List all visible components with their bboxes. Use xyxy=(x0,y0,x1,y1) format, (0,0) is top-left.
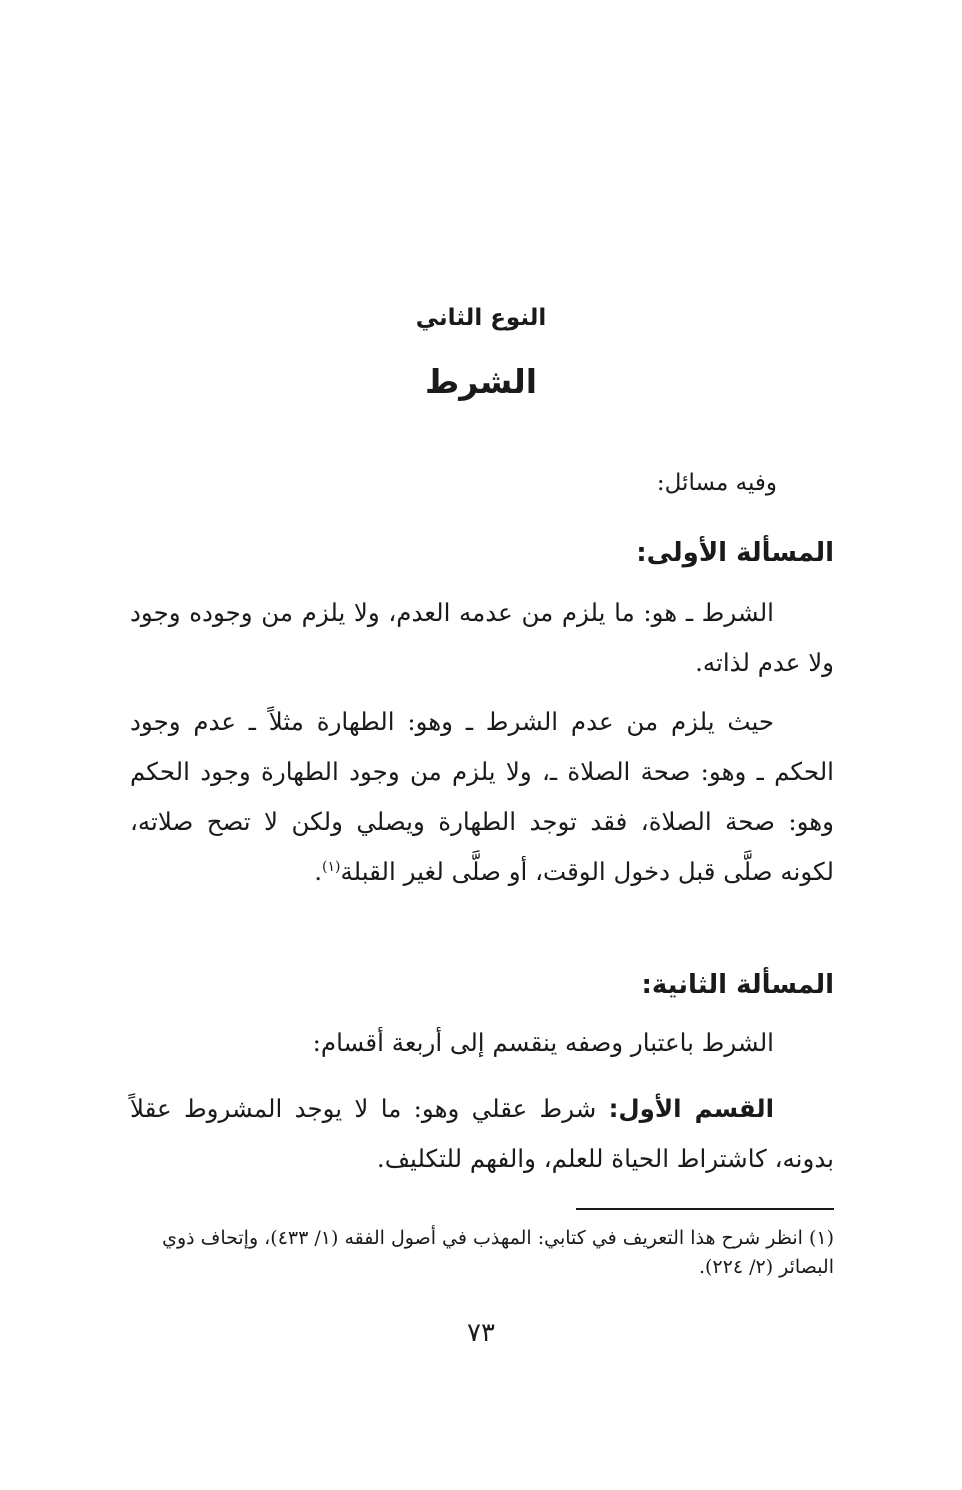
first-division-label: القسم الأول: xyxy=(608,1094,774,1123)
footnote-separator xyxy=(576,1208,834,1210)
issue-1-explanation xyxy=(130,697,834,897)
footnote: (١) انظر شرح هذا التعريف في كتابي: المهذب في أصول الفقه (١/ ٤٣٣)، وإتحاف ذوي البصائر (٢/ ٢٢٤). xyxy=(162,1227,834,1278)
issue-1-definition: الشرط ـ هو: ما يلزم من عدمه العدم، ولا يلزم من وجوده وجود ولا عدم لذاته. xyxy=(130,598,834,677)
section-kind-heading: النوع الثاني xyxy=(415,305,547,331)
issue-1-explanation-text: حيث يلزم من عدم الشرط ـ وهو: الطهارة مثلاً ـ عدم وجود الحكم ـ وهو: صحة الصلاة ـ، ولا يلزم من وجود الطهارة وجود الحكم وهو: صحة الصلاة، فقد توجد الطهارة ويصلي ولكن لا تصح صلاته، لكونه صلَّى قبل دخول الوقت، أو صلَّى لغير القبلة xyxy=(130,707,834,886)
page-number: ٧٣ xyxy=(467,1318,495,1348)
issue-1-heading: المسألة الأولى: xyxy=(636,538,834,568)
issue-2-heading: المسألة الثانية: xyxy=(641,970,834,1000)
issue-2-first-division xyxy=(130,1084,834,1184)
intro-text: وفيه مسائل: xyxy=(656,470,777,496)
chapter-title: الشرط xyxy=(424,362,538,401)
issue-2-intro: الشرط باعتبار وصفه ينقسم إلى أربعة أقسام: xyxy=(312,1028,774,1057)
footnote-ref: (١) xyxy=(322,858,341,875)
issue-1-explanation-end: . xyxy=(314,857,323,886)
first-division-text: شرط عقلي وهو: ما لا يوجد المشروط عقلاً بدونه، كاشتراط الحياة للعلم، والفهم للتكليف. xyxy=(130,1094,834,1173)
